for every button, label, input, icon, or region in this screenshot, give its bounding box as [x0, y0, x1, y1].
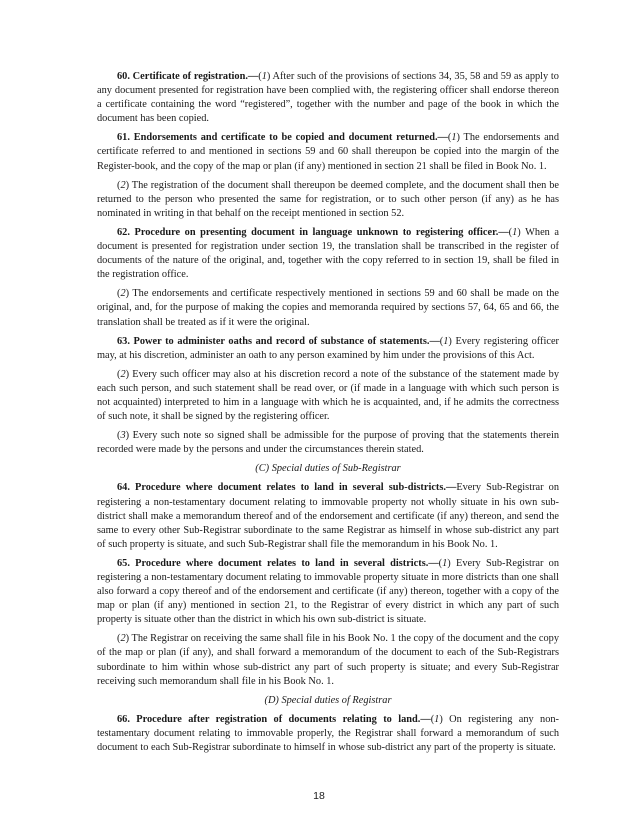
subsection-number: 2 [120, 179, 126, 191]
section-body-text: The endorsements and certificate respectively mentioned in sections 59 and 60 shall be made on the original, and, for the purpose of making the copies and memoranda required by sections 57, 64, 65 and 66, the translation shall be treated as if it were the original. [97, 288, 559, 328]
section-61-endorsements-and-certificate: 61. Endorsements and certificate to be copied and document returned.—(1) The endorsements and certificate referred to and mentioned in sections 59 and 60 shall thereupon be copied into the margin of the Register-book, and the copy of the map or plan (if any) mentioned in section 21 shall be filed in Book No. 1. [97, 132, 560, 172]
section-63-2: (2) Every such officer may also at his discretion record a note of the substance of the statement made by each such person, and such statement shall be read over, or (if made in a language with which such person is not acquainted) interpreted to him in a language with which he is acquainted, and, if he admits the correctness of such note, it shall be signed by the registering officer. [97, 368, 559, 423]
section-body-text: Every Sub-Registrar on registering a non-testamentary document relating to immovable property situate in more districts than one shall also forward a copy thereof and of the endorsement and certificate (if any) thereon, together with a copy of the map or plan (if any) mentioned in section 21, to the Registrar of every district in which any part of such property is situate other than the district in which his own sub-district is situate. [97, 557, 559, 626]
section-62-procedure-unknown-language: 62. Procedure on presenting document in language unknown to registering officer.—(1) When a document is presented for registration under section 19, the translation shall be transcribed in the register of documents of the nature of the original, and, together with the copy referred to in section 19, shall be filed in the registration office. [97, 226, 559, 281]
part-title: Special duties of Registrar [278, 694, 392, 706]
section-60-certificate-of-registration: 60. Certificate of registration.—(1) After such of the provisions of sections 34, 35, 58 and 59 as apply to any document presented for registration have been complied with, the registering officer shall endorse thereon a certificate containing the word “registered”, together with the number and page of the book in which the document has been copied. [97, 71, 559, 125]
section-heading: 66. Procedure after registration of documents relating to land.— [117, 713, 431, 725]
part-c-heading: (C) Special duties of Sub-Registrar [255, 463, 401, 475]
part-title: Special duties of Sub-Registrar [269, 463, 401, 475]
page-number: 18 [313, 790, 325, 802]
subsection-number: 2 [120, 288, 126, 300]
section-body-text: The registration of the document shall thereupon be deemed complete, and the document shall then be returned to the person who presented the same for registration, or to such other person (if any) as he has nominated in writing in that behalf on the receipt mentioned in section 52. [97, 179, 559, 219]
subsection-number: 1 [451, 132, 457, 144]
section-body-text: Every registering officer may, at his discretion, administer an oath to any person examined by him under the provisions of this Act. [97, 335, 559, 361]
document-page [97, 70, 559, 760]
section-body-text: The Registrar on receiving the same shall file in his Book No. 1 the copy of the document and the copy of the map or plan (if any), and shall forward a memorandum of the document to each of the Sub-Registrars subordinate to him within whose sub-district any part of such property is situate; and every Sub-Registrar receiving such memorandum shall file in his Book No. 1. [97, 633, 559, 687]
section-body-text: On registering any non-testamentary document relating to immovable properly, the Registrar shall forward a memorandum of such document to each Sub-Registrar subordinate to himself in whose sub-district any part of the property is situate. [97, 713, 559, 754]
section-heading: 60. Certificate of registration.— [117, 71, 259, 82]
subsection-number: 2 [120, 633, 126, 645]
subsection-number: 3 [120, 430, 126, 442]
section-body-text: The endorsements and certificate referred to and mentioned in sections 59 and 60 shall thereupon be copied into the margin of the Register-book, and the copy of the map or plan (if any) mentioned in section 21 shall be filed in Book No. 1. [97, 132, 560, 172]
section-heading: 63. Power to administer oaths and record of substance of statements.— [117, 335, 440, 347]
section-body-text: Every such note so signed shall be admissible for the purpose of proving that the statements therein recorded were made by the persons and under the circumstances therein stated. [97, 430, 559, 456]
section-61-2: (2) The registration of the document shall thereupon be deemed complete, and the document shall then be returned to the person who presented the same for registration, or to such other person (if any) as he has nominated in writing in that behalf on the receipt mentioned in section 52. [97, 179, 559, 219]
section-63-power-to-administer-oaths: 63. Power to administer oaths and record of substance of statements.—(1) Every registering officer may, at his discretion, administer an oath to any person examined by him under the provisions of this Act. [97, 335, 559, 361]
section-heading: 62. Procedure on presenting document in language unknown to registering officer.— [117, 226, 509, 238]
subsection-number: 1 [443, 335, 449, 347]
section-heading: 64. Procedure where document relates to land in several sub-districts.— [117, 482, 457, 494]
subsection-number: 1 [261, 71, 267, 82]
part-letter: D [267, 694, 276, 706]
section-heading: 61. Endorsements and certificate to be copied and document returned.— [117, 132, 448, 144]
subsection-number: 1 [434, 713, 440, 725]
section-65-several-districts: 65. Procedure where document relates to land in several districts.—(1) Every Sub-Registrar on registering a non-testamentary document relating to immovable property situate in more districts than one shall also forward a copy thereof and of the endorsement and certificate (if any) thereon, together with a copy of the map or plan (if any) mentioned in section 21, to the Registrar of every district in which any part of such property is situate other than the district in which his own sub-district is situate. [97, 557, 559, 626]
subsection-number: 1 [442, 557, 448, 569]
section-62-2: (2) The endorsements and certificate respectively mentioned in sections 59 and 60 shall be made on the original, and, for the purpose of making the copies and memoranda required by sections 57, 64, 65 and 66, the translation shall be treated as if it were the original. [97, 288, 559, 328]
subsection-number: 2 [120, 368, 126, 380]
section-heading: 65. Procedure where document relates to land in several districts.— [117, 557, 439, 569]
section-body-text: When a document is presented for registration under section 19, the translation shall be transcribed in the register of documents of the nature of the original, and, together with the copy referred to in section 19, shall be filed in the registration office. [97, 226, 559, 281]
section-body-text: After such of the provisions of sections 34, 35, 58 and 59 as apply to any document presented for registration have been complied with, the registering officer shall endorse thereon a certificate containing the word “registered”, together with the number and page of the book in which the document has been copied. [97, 71, 559, 125]
section-65-2: (2) The Registrar on receiving the same shall file in his Book No. 1 the copy of the document and the copy of the map or plan (if any), and shall forward a memorandum of the document to each of the Sub-Registrars subordinate to him within whose sub-district any part of such property is situate; and every Sub-Registrar receiving such memorandum shall file in his Book No. 1. [97, 633, 559, 687]
section-66-registration-relating-to-land: 66. Procedure after registration of documents relating to land.—(1) On registering any non-testamentary document relating to immovable properly, the Registrar shall forward a memorandum of such document to each Sub-Registrar subordinate to himself in whose sub-district any part of the property is situate. [97, 713, 559, 754]
section-63-3: (3) Every such note so signed shall be admissible for the purpose of proving that the statements therein recorded were made by the persons and under the circumstances therein stated. [97, 430, 559, 456]
section-64-several-sub-districts [97, 481, 559, 551]
section-body-text: Every Sub-Registrar on registering a non-testamentary document relating to immovable property not wholly situate in his own sub-district shall make a memorandum thereof and of the endorsement and certificate (if any) thereon, and send the same to every other Sub-Registrar subordinate to the same Registrar as himself in whose sub-district any part of such property is situate, and such Sub-Registrar shall file the memorandum in his Book No. 1. [97, 482, 560, 550]
subsection-number: 1 [512, 226, 518, 238]
section-body-text: Every such officer may also at his discretion record a note of the substance of the statement made by each such person, and such statement shall be read over, or (if made in a language with which such person is not acquainted) interpreted to him in a language with which he is acquainted, and, if he admits the correctness of such note, it shall be signed by the registering officer. [97, 368, 559, 423]
part-d-heading: (D) Special duties of Registrar [264, 694, 392, 706]
part-letter: C [258, 463, 266, 475]
